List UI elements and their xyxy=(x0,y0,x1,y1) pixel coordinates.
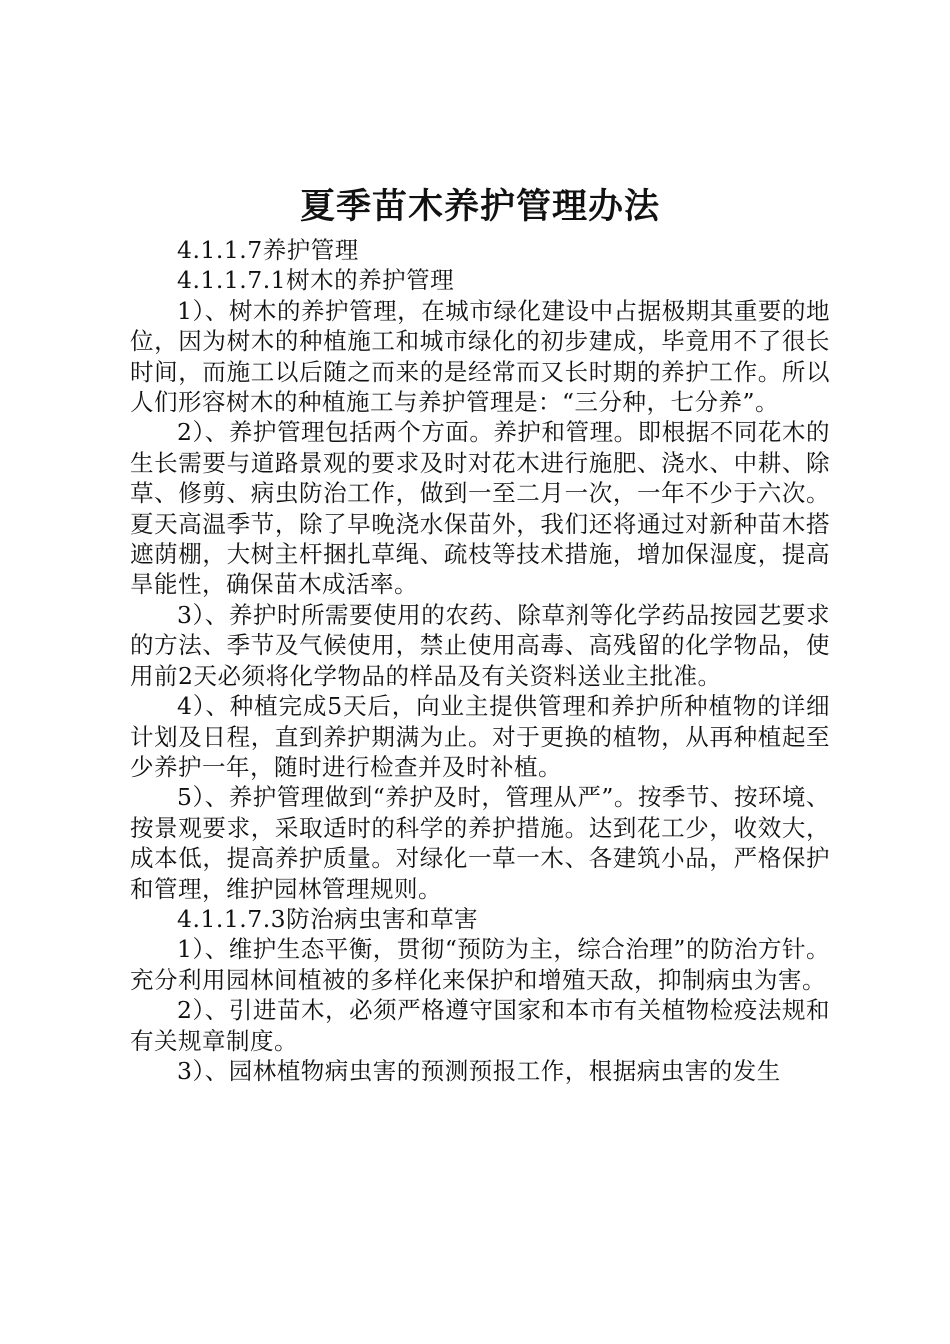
document-page xyxy=(130,182,830,1086)
body-paragraph: 4）、种植完成5天后，向业主提供管理和养护所种植物的详细计划及日程，直到养护期满为止。对于更换的植物，从再种植起至少养护一年，随时进行检查并及时补植。 xyxy=(130,692,830,781)
body-paragraph: 2）、引进苗木，必须严格遵守国家和本市有关植物检疫法规和有关规章制度。 xyxy=(130,996,830,1055)
subsection-heading: 4.1.1.7.3防治病虫害和草害 xyxy=(177,904,479,933)
body-paragraph: 2）、养护管理包括两个方面。养护和管理。即根据不同花木的生长需要与道路景观的要求及时对花木进行施肥、浇水、中耕、除草、修剪、病虫防治工作，做到一至二月一次，一年不少于六次。夏天高温季节，除了早晚浇水保苗外，我们还将通过对新种苗木搭遮荫棚，大树主杆捆扎草绳、疏枝等技术措施，增加保湿度，提高旱能性，确保苗木成活率。 xyxy=(130,418,830,599)
subsection-heading: 4.1.1.7.1树木的养护管理 xyxy=(177,266,455,295)
body-paragraph: 1）、树木的养护管理，在城市绿化建设中占据极期其重要的地位，因为树木的种植施工和城市绿化的初步建成，毕竟用不了很长时间，而施工以后随之而来的是经常而又长时期的养护工作。所以人们形容树木的种植施工与养护管理是：“三分种，七分养”。 xyxy=(130,296,830,417)
body-paragraph: 5）、养护管理做到“养护及时，管理从严”。按季节、按环境、按景观要求，采取适时的科学的养护措施。达到花工少，收效大，成本低，提高养护质量。对绿化一草一木、各建筑小品，严格保护和管理，维护园林管理规则。 xyxy=(130,783,830,903)
body-paragraph: 3）、园林植物病虫害的预测预报工作，根据病虫害的发生 xyxy=(177,1056,781,1085)
section-heading: 4.1.1.7养护管理 xyxy=(177,236,359,264)
body-paragraph: 1）、维护生态平衡，贯彻“预防为主，综合治理”的防治方针。充分利用园林间植被的多样化来保护和增殖天敌，抑制病虫为害。 xyxy=(130,935,830,994)
body-paragraph: 3）、养护时所需要使用的农药、除草剂等化学药品按园艺要求的方法、季节及气候使用，禁止使用高毒、高残留的化学物品，使用前2天必须将化学物品的样品及有关资料送业主批准。 xyxy=(130,600,830,690)
document-title: 夏季苗木养护管理办法 xyxy=(299,187,660,227)
